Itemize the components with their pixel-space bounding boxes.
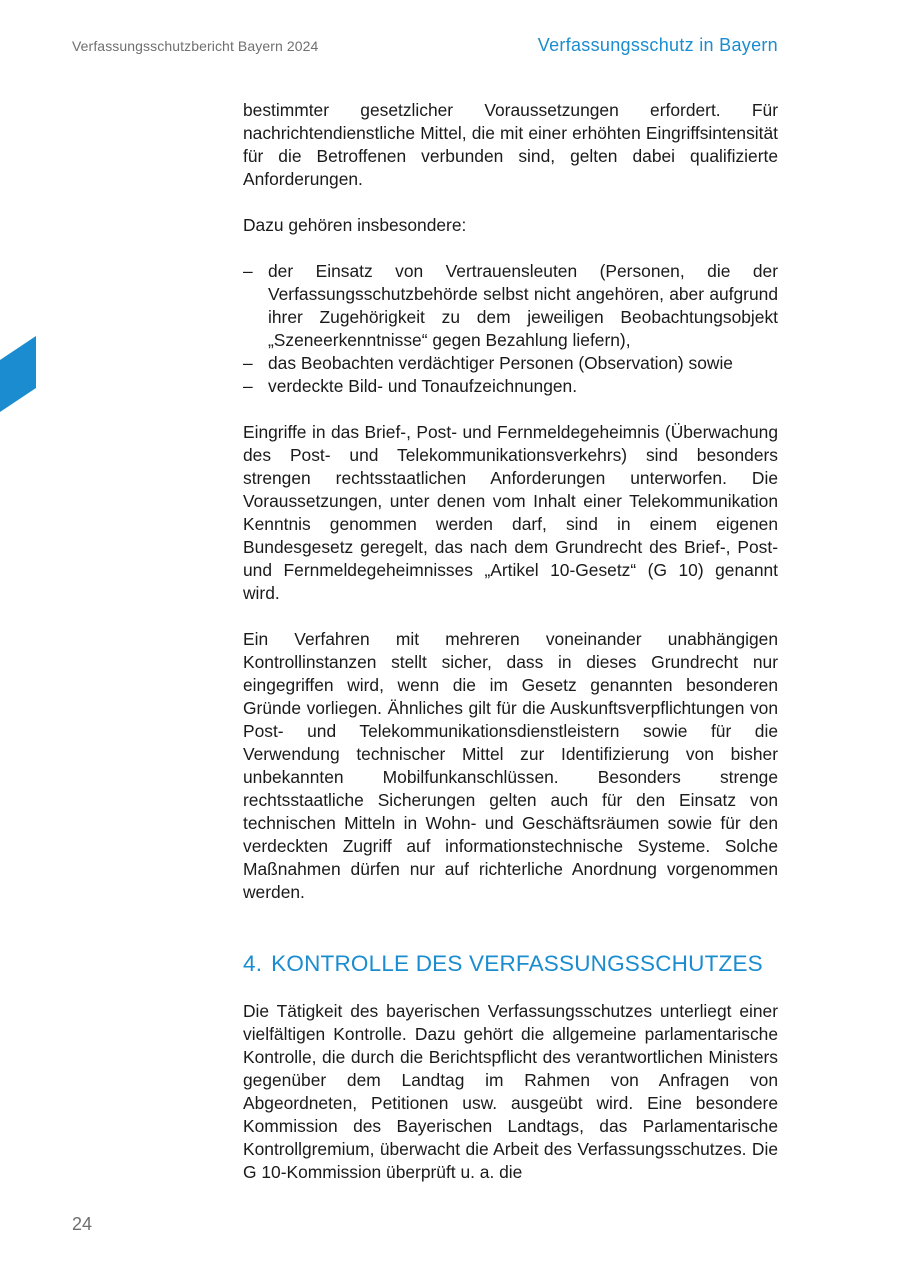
list-item-text: der Einsatz von Vertrauensleuten (Personen, die der Verfassungsschutzbehörde selbst nicht angehören, aber aufgrund ihrer Zugehörigkeit zu dem jeweiligen Beobachtungsobjekt „Szeneerkenntnisse“ gegen Bezahlung liefern), [268, 261, 778, 350]
main-text-column [243, 99, 778, 1207]
list-item-text: verdeckte Bild- und Tonaufzeichnungen. [268, 376, 578, 396]
edge-tab-shape [0, 336, 36, 412]
measures-list [243, 260, 778, 398]
list-item-text: das Beobachten verdächtiger Personen (Observation) sowie [268, 353, 733, 373]
page-number: 24 [72, 1214, 93, 1234]
paragraph-oversight: Die Tätigkeit des bayerischen Verfassungsschutzes unterliegt einer vielfältigen Kontrolle. Dazu gehört die allgemeine parlamentarische Kontrolle, die durch die Berichtspflicht des verantwortlichen Ministers gegenüber dem Landtag im Rahmen von Anfragen von Abgeordneten, Petitionen usw. ausgeübt wird. Eine besondere Kommission des Bayerischen Landtags, das Parlamentarische Kontrollgremium, überwacht die Arbeit des Verfassungsschutzes. Die G 10-Kommission überprüft u. a. die [243, 1001, 778, 1182]
paragraph-control-procedure: Ein Verfahren mit mehreren voneinander unabhängigen Kontrollinstanzen stellt sicher, dass in dieses Grundrecht nur eingegriffen wird, wenn die im Gesetz genannten besonderen Gründe vorliegen. Ähnliches gilt für die Auskunftsverpflichtungen von Post- und Telekommunikationsdienstleistern sowie für die Verwendung technischer Mittel zur Identifizierung von bisher unbekannten Mobilfunkanschlüssen. Besonders strenge rechtsstaatliche Sicherungen gelten auch für den Einsatz von technischen Mitteln in Wohn- und Geschäftsräumen sowie für den verdeckten Zugriff auf informationstechnische Systeme. Solche Maßnahmen dürfen nur auf richterliche Anordnung vorgenommen werden. [243, 629, 778, 902]
list-dash: – [243, 353, 253, 373]
section-title: KONTROLLE DES VERFASSUNGSSCHUTZES [271, 951, 763, 976]
section-heading [243, 950, 778, 978]
running-header-chapter: Verfassungsschutz in Bayern [537, 35, 778, 55]
running-header-publication: Verfassungsschutzbericht Bayern 2024 [72, 38, 319, 54]
list-item [243, 352, 778, 375]
chapter-edge-tab [0, 336, 36, 412]
paragraph-list-intro: Dazu gehören insbesondere: [243, 215, 467, 235]
list-item [243, 375, 778, 398]
paragraph-telecom-secrecy: Eingriffe in das Brief-, Post- und Fernmeldegeheimnis (Überwachung des Post- und Telekommunikationsverkehrs) sind besonders strengen rechtsstaatlichen Anforderungen unterworfen. Die Voraussetzungen, unter denen vom Inhalt einer Telekommunikation Kenntnis genommen werden darf, sind in einem eigenen Bundesgesetz geregelt, das nach dem Grundrecht des Brief-, Post- und Fernmeldegeheimnisses „Artikel 10-Gesetz“ (G 10) genannt wird. [243, 422, 778, 603]
section-number: 4. [243, 951, 263, 976]
list-item [243, 260, 778, 352]
list-dash: – [243, 261, 253, 281]
paragraph-intro-continuation: bestimmter gesetzlicher Voraussetzungen erfordert. Für nachrichtendienstliche Mittel, die mit einer erhöhten Eingriffsintensität für die Betroffenen verbunden sind, gelten dabei qualifizierte Anforderungen. [243, 100, 778, 189]
list-dash: – [243, 376, 253, 396]
